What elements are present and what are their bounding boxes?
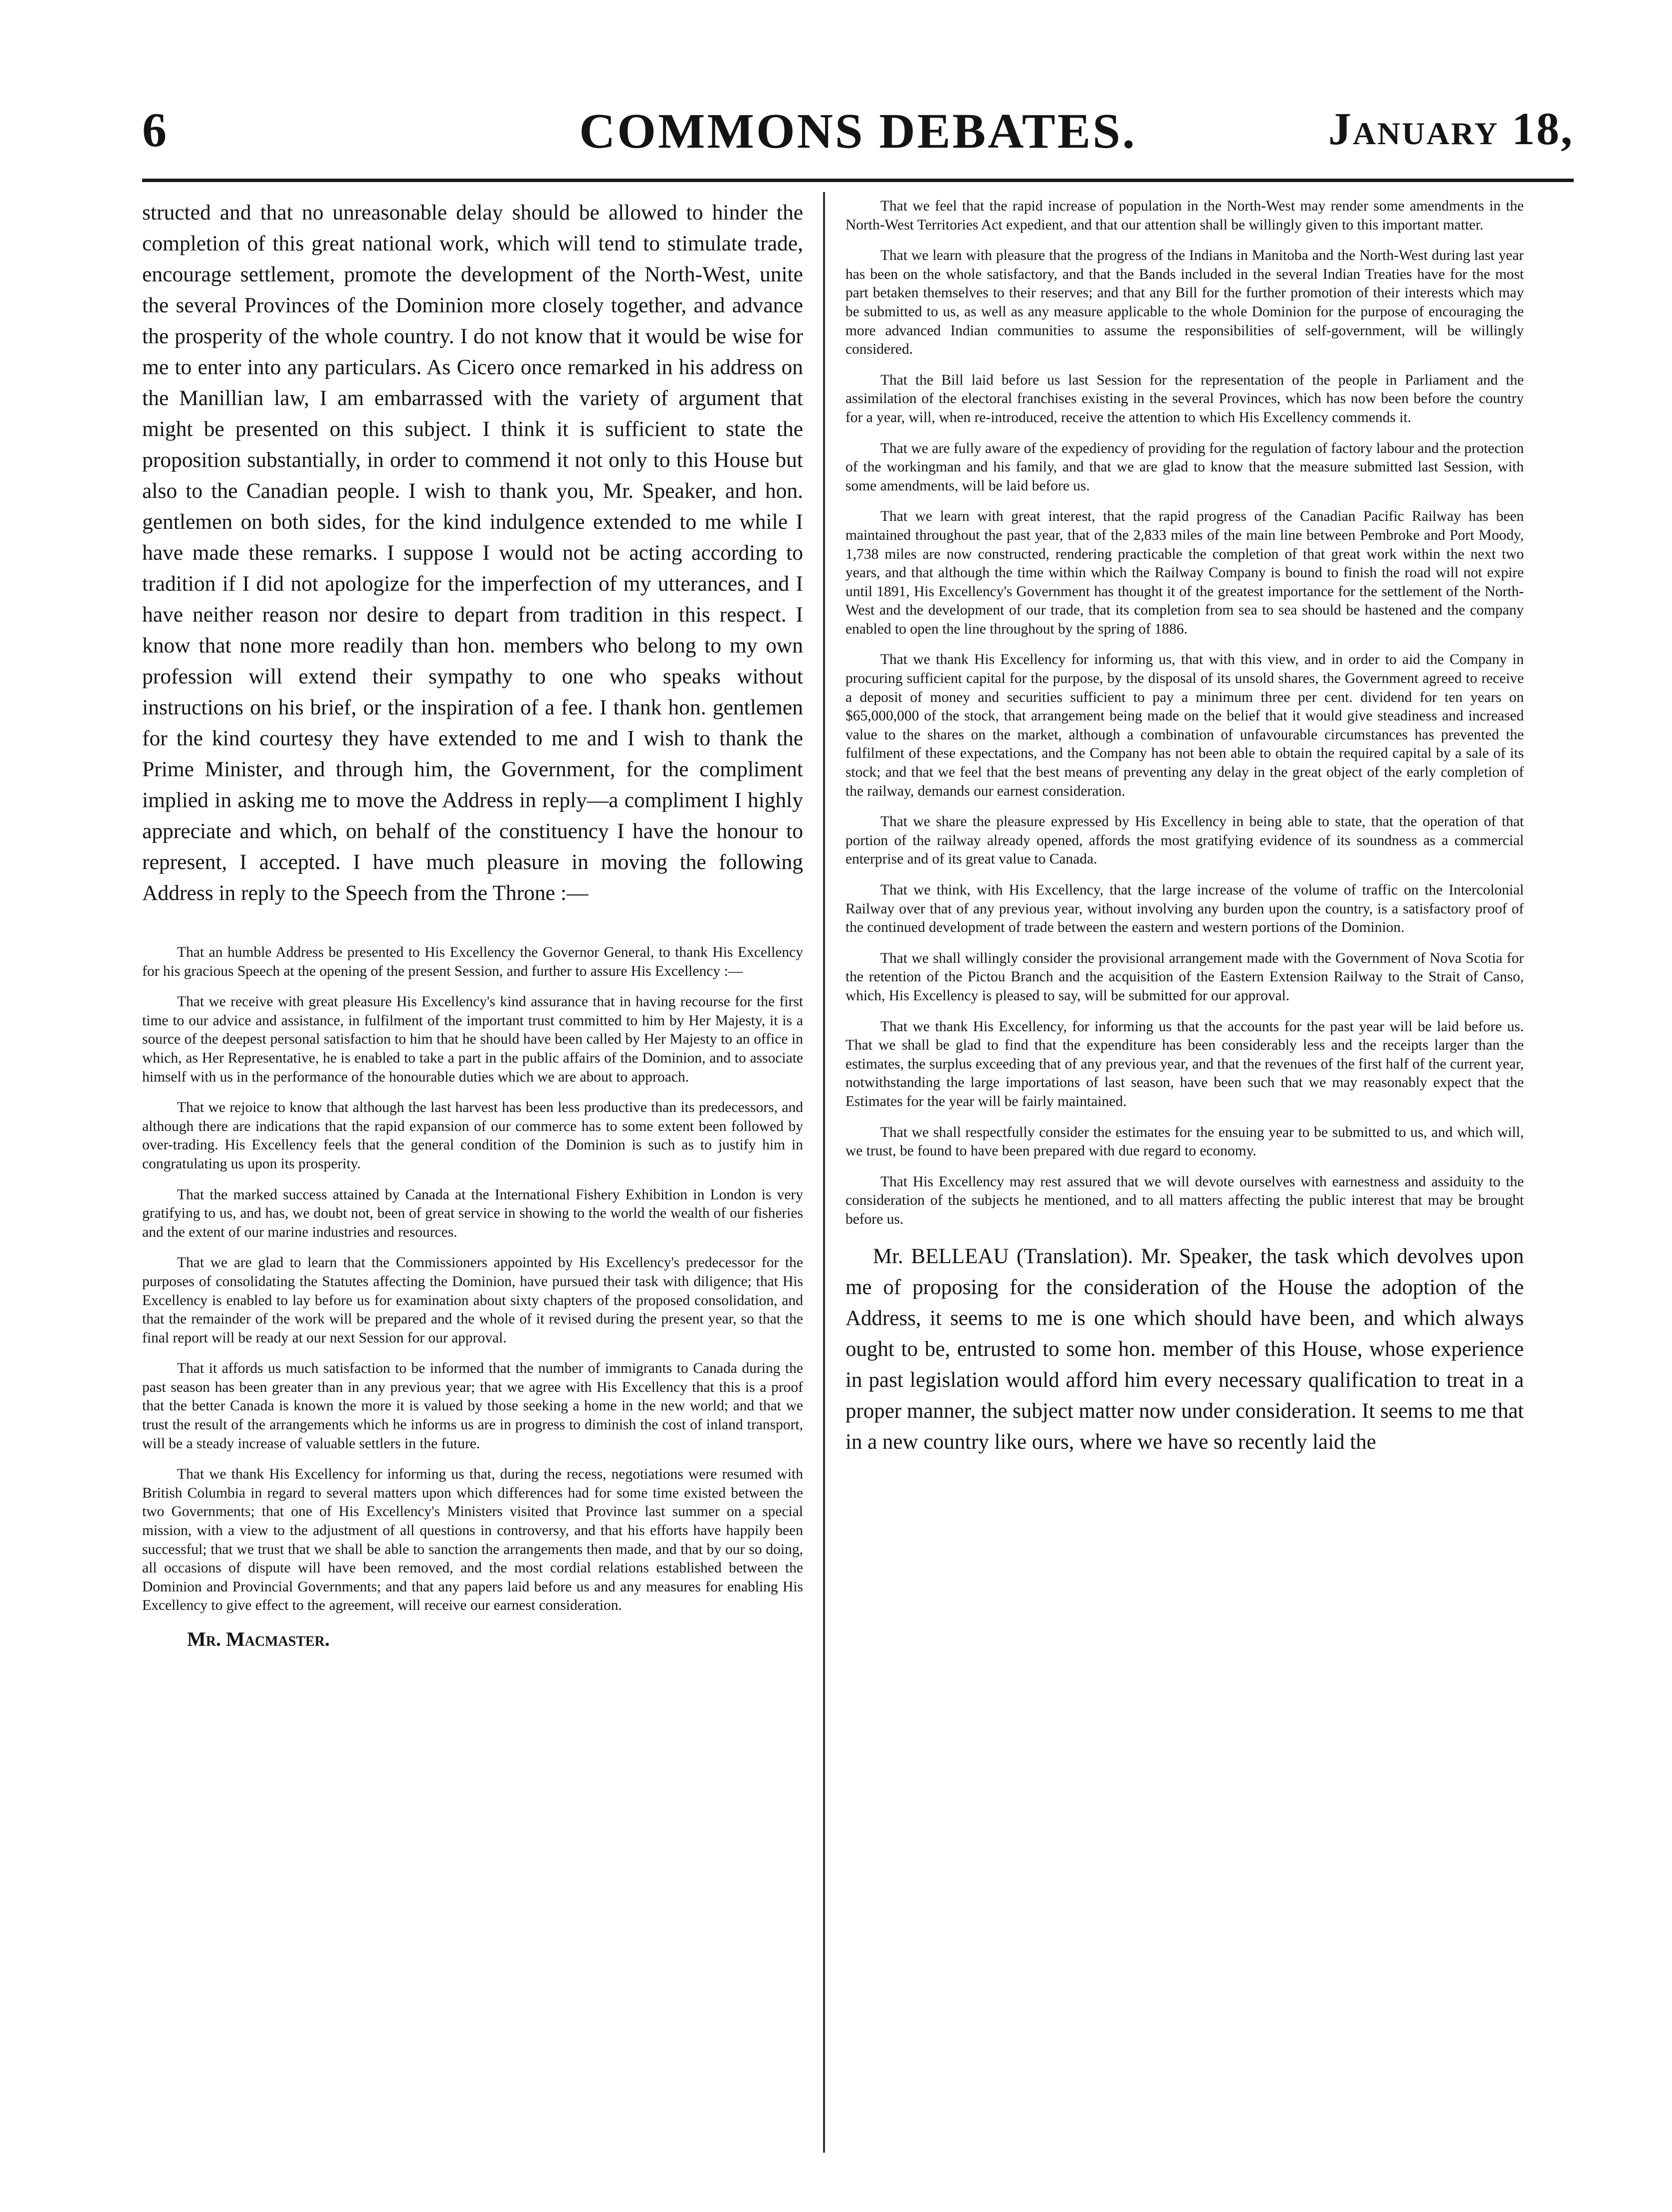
page-header: [142, 102, 1574, 172]
column-divider: [823, 192, 825, 2153]
address-paragraph: That we shall respectfully consider the estimates for the ensuing year to be submitted to us, and which will, we trust, be found to have been prepared with due regard to economy.: [845, 1124, 1524, 1159]
address-paragraph: That we shall willingly consider the provisional arrangement made with the Government of Nova Scotia for the retention of the Pictou Branch and the acquisition of the Eastern Extension Railway to the Strait of Canso, which, His Excellency is pleased to say, will be submitted for our approval.: [845, 950, 1524, 1004]
address-paragraph: That we are fully aware of the expediency of providing for the regulation of factory labour and the protection of the workingman and his family, and that we are glad to know that the measure submitted last Session, with some amendments, will be laid before us.: [845, 440, 1524, 494]
address-paragraph: That we thank His Excellency for informing us that, during the recess, negotiations were resumed with British Columbia in regard to several matters upon which differences had for some time existed between the two Governments; that one of His Excellency's Ministers visited that Province last summer on a special mission, with a view to the adjustment of all questions in controversy, and that his efforts have happily been successful; that we trust that we shall be able to sanction the arrangements then made, and that by our so doing, all occasions of dispute will have been removed, and the most cordial relations established between the Dominion and Provincial Governments; and that any papers laid before us and any measures for enabling His Excellency to give effect to the agreement, will receive our earnest consideration.: [142, 1466, 803, 1614]
address-paragraph: That we thank His Excellency, for informing us that the accounts for the past year will be laid before us. That we shall be glad to find that the expenditure has been considerably less and the receipts larger than the estimates, the surplus exceeding that of any previous year, and that the revenues of the first half of the current year, notwithstanding the large importations of last season, have been such that we may reasonably expect that the Estimates for the year will be fairly maintained.: [845, 1018, 1524, 1109]
address-paragraph: That an humble Address be presented to His Excellency the Governor General, to thank His Excellency for his gracious Speech at the opening of the present Session, and further to assure His Excellency :—: [142, 944, 803, 979]
page-number: 6: [142, 103, 167, 157]
spacer: [142, 908, 803, 943]
speaker-text: Mr. Speaker, the task which devolves upon me of proposing for the consideration of the House the adoption of the Address, it seems to me is one which should have been, and which always ought to be, entrusted to some hon. member of this House, whose experience in past legislation would afford him every necessary qualification to treat in a proper manner, the subject matter now under consideration. It seems to me that in a new country like ours, where we have so recently laid the: [845, 1244, 1524, 1454]
address-paragraph: That we rejoice to know that although the last harvest has been less productive than its predecessors, and although there are indications that the rapid expansion of our commerce has to some extent been followed by over-trading. His Excellency feels that the general condition of the Dominion is such as to justify him in congratulating us upon its prosperity.: [142, 1100, 803, 1172]
speaker-name: Mr. BELLEAU (Translation).: [873, 1244, 1133, 1268]
address-paragraph: That the marked success attained by Canada at the International Fishery Exhibition in London is very gratifying to us, and has, we doubt not, been of great service in showing to the world the wealth of our fisheries and the extent of our marine industries and resources.: [142, 1186, 803, 1240]
address-paragraph: That we thank His Excellency for informing us, that with this view, and in order to aid the Company in procuring sufficient capital for the purpose, by the disposal of its unsold shares, the Government agreed to receive a deposit of money and securities sufficient to pay a minimum three per cent. dividend for ten years on $65,000,000 of the stock, that arrangement being made on the belief that it would give steadiness and increased value to the shares on the market, although a combination of unfavourable circumstances has prevented the fulfilment of these expectations, and the Company has not been able to obtain the required capital by a sale of its stock; and that we feel that the best means of preventing any delay in the great object of the early completion of the railway, demands our earnest consideration.: [845, 652, 1524, 799]
right-column: [845, 197, 1524, 1458]
speech-paragraph: [845, 1241, 1524, 1458]
address-paragraph: That we feel that the rapid increase of population in the North-West may render some amendments in the North-West Territories Act expedient, and that our attention shall be willingly given to this important matter.: [845, 198, 1524, 233]
journal-title: COMMONS DEBATES.: [579, 103, 1137, 159]
address-paragraph: That we learn with great interest, that the rapid progress of the Canadian Pacific Railway has been maintained throughout the past year, that of the 2,833 miles of the main line between Pembroke and Port Moody, 1,738 miles are now constructed, rendering practicable the completion of that great work within the next two years, and that although the time within which the Railway Company is bound to finish the road will not expire until 1891, His Excellency's Government has thought it of the greatest importance for the settlement of the North-West and the development of our trade, that its completion from sea to sea should be hastened and the company enabled to open the line throughout by the spring of 1886.: [845, 508, 1524, 637]
signature: Mr. Macmaster.: [187, 1628, 330, 1650]
address-paragraph: That we share the pleasure expressed by His Excellency in being able to state, that the operation of that portion of the railway already opened, affords the most gratifying evidence of its soundness as a commercial enterprise and of its great value to Canada.: [845, 814, 1524, 868]
address-paragraph: That the Bill laid before us last Session for the representation of the people in Parliament and the assimilation of the electoral franchises existing in the several Provinces, which has now been before the country for a year, will, when re-introduced, receive the attention to which His Excellency commends it.: [845, 372, 1524, 426]
address-paragraph: That His Excellency may rest assured that we will devote ourselves with earnestness and assiduity to the consideration of the subjects he mentioned, and to all matters affecting the public interest that may be brought before us.: [845, 1173, 1524, 1227]
address-paragraph: That it affords us much satisfaction to be informed that the number of immigrants to Canada during the past season has been greater than in any previous year; that we agree with His Excellency that this is a proof that the better Canada is known the more it is valued by those seeking a home in the new world; and that we trust the result of the arrangements which he informs us are in progress to diminish the cost of inland transport, will be a steady increase of valuable settlers in the future.: [142, 1360, 803, 1452]
address-paragraph: That we receive with great pleasure His Excellency's kind assurance that in having recourse for the first time to our advice and assistance, in fulfilment of the important trust committed to him by Her Majesty, it is a source of the deepest personal satisfaction to him that he should have been called by Her Majesty to an office in which, as Her Representative, he is enabled to take a part in the public affairs of the Dominion, and to associate himself with us in the performance of the honourable duties which we are about to approach.: [142, 994, 803, 1085]
header-rule: [142, 179, 1574, 182]
left-column: [142, 197, 803, 1651]
page-date: January 18,: [1328, 103, 1574, 154]
address-paragraph: That we think, with His Excellency, that the large increase of the volume of traffic on the Intercolonial Railway over that of any previous year, without involving any burden upon the country, is a satisfactory proof of the continued development of trade between the eastern and western portions of the Dominion.: [845, 882, 1524, 936]
address-paragraph: That we learn with pleasure that the progress of the Indians in Manitoba and the North-West during last year has been on the whole satisfactory, and that the Bands included in the several Indian Treaties have for the most part betaken themselves to their reserves; and that any Bill for the further promotion of their interests which may be submitted to us, as well as any measure applicable to the whole Dominion for the purpose of encouraging the more advanced Indian communities to assume the responsibilities of self-government, will be willingly considered.: [845, 247, 1524, 358]
speech-paragraph: structed and that no unreasonable delay should be allowed to hinder the completion of this great national work, which will tend to stimulate trade, encourage settlement, promote the development of the North-West, unite the several Provinces of the Dominion more closely together, and advance the prosperity of the whole country. I do not know that it would be wise for me to enter into any particulars. As Cicero once remarked in his address on the Manillian law, I am embarrassed with the variety of argument that might be presented on this subject. I think it is sufficient to state the proposition substantially, in order to commend it not only to this House but also to the Canadian people. I wish to thank you, Mr. Speaker, and hon. gentlemen on both sides, for the kind indulgence extended to me while I have made these remarks. I suppose I would not be acting according to tradition if I did not apologize for the imperfection of my utterances, and I have neither reason nor desire to depart from tradition in this respect. I know that none more readily than hon. members who belong to my own profession will extend their sympathy to one who speaks without instructions on his brief, or the inspiration of a fee. I thank hon. gentlemen for the kind courtesy they have extended to me and I wish to thank the Prime Minister, and through him, the Government, for the compliment implied in asking me to move the Address in reply—a compliment I highly appreciate and which, on behalf of the constituency I have the honour to represent, I accepted. I have much pleasure in moving the following Address in reply to the Speech from the Throne :—: [142, 201, 803, 905]
address-paragraph: That we are glad to learn that the Commissioners appointed by His Excellency's predecessor for the purposes of consolidating the Statutes affecting the Dominion, have pursued their task with diligence; that His Excellency is enabled to lay before us for examination about sixty chapters of the proposed consolidation, and that the remainder of the work will be prepared and the whole of it revised during the present year, so that the final report will be ready at our next Session for our approval.: [142, 1255, 803, 1346]
